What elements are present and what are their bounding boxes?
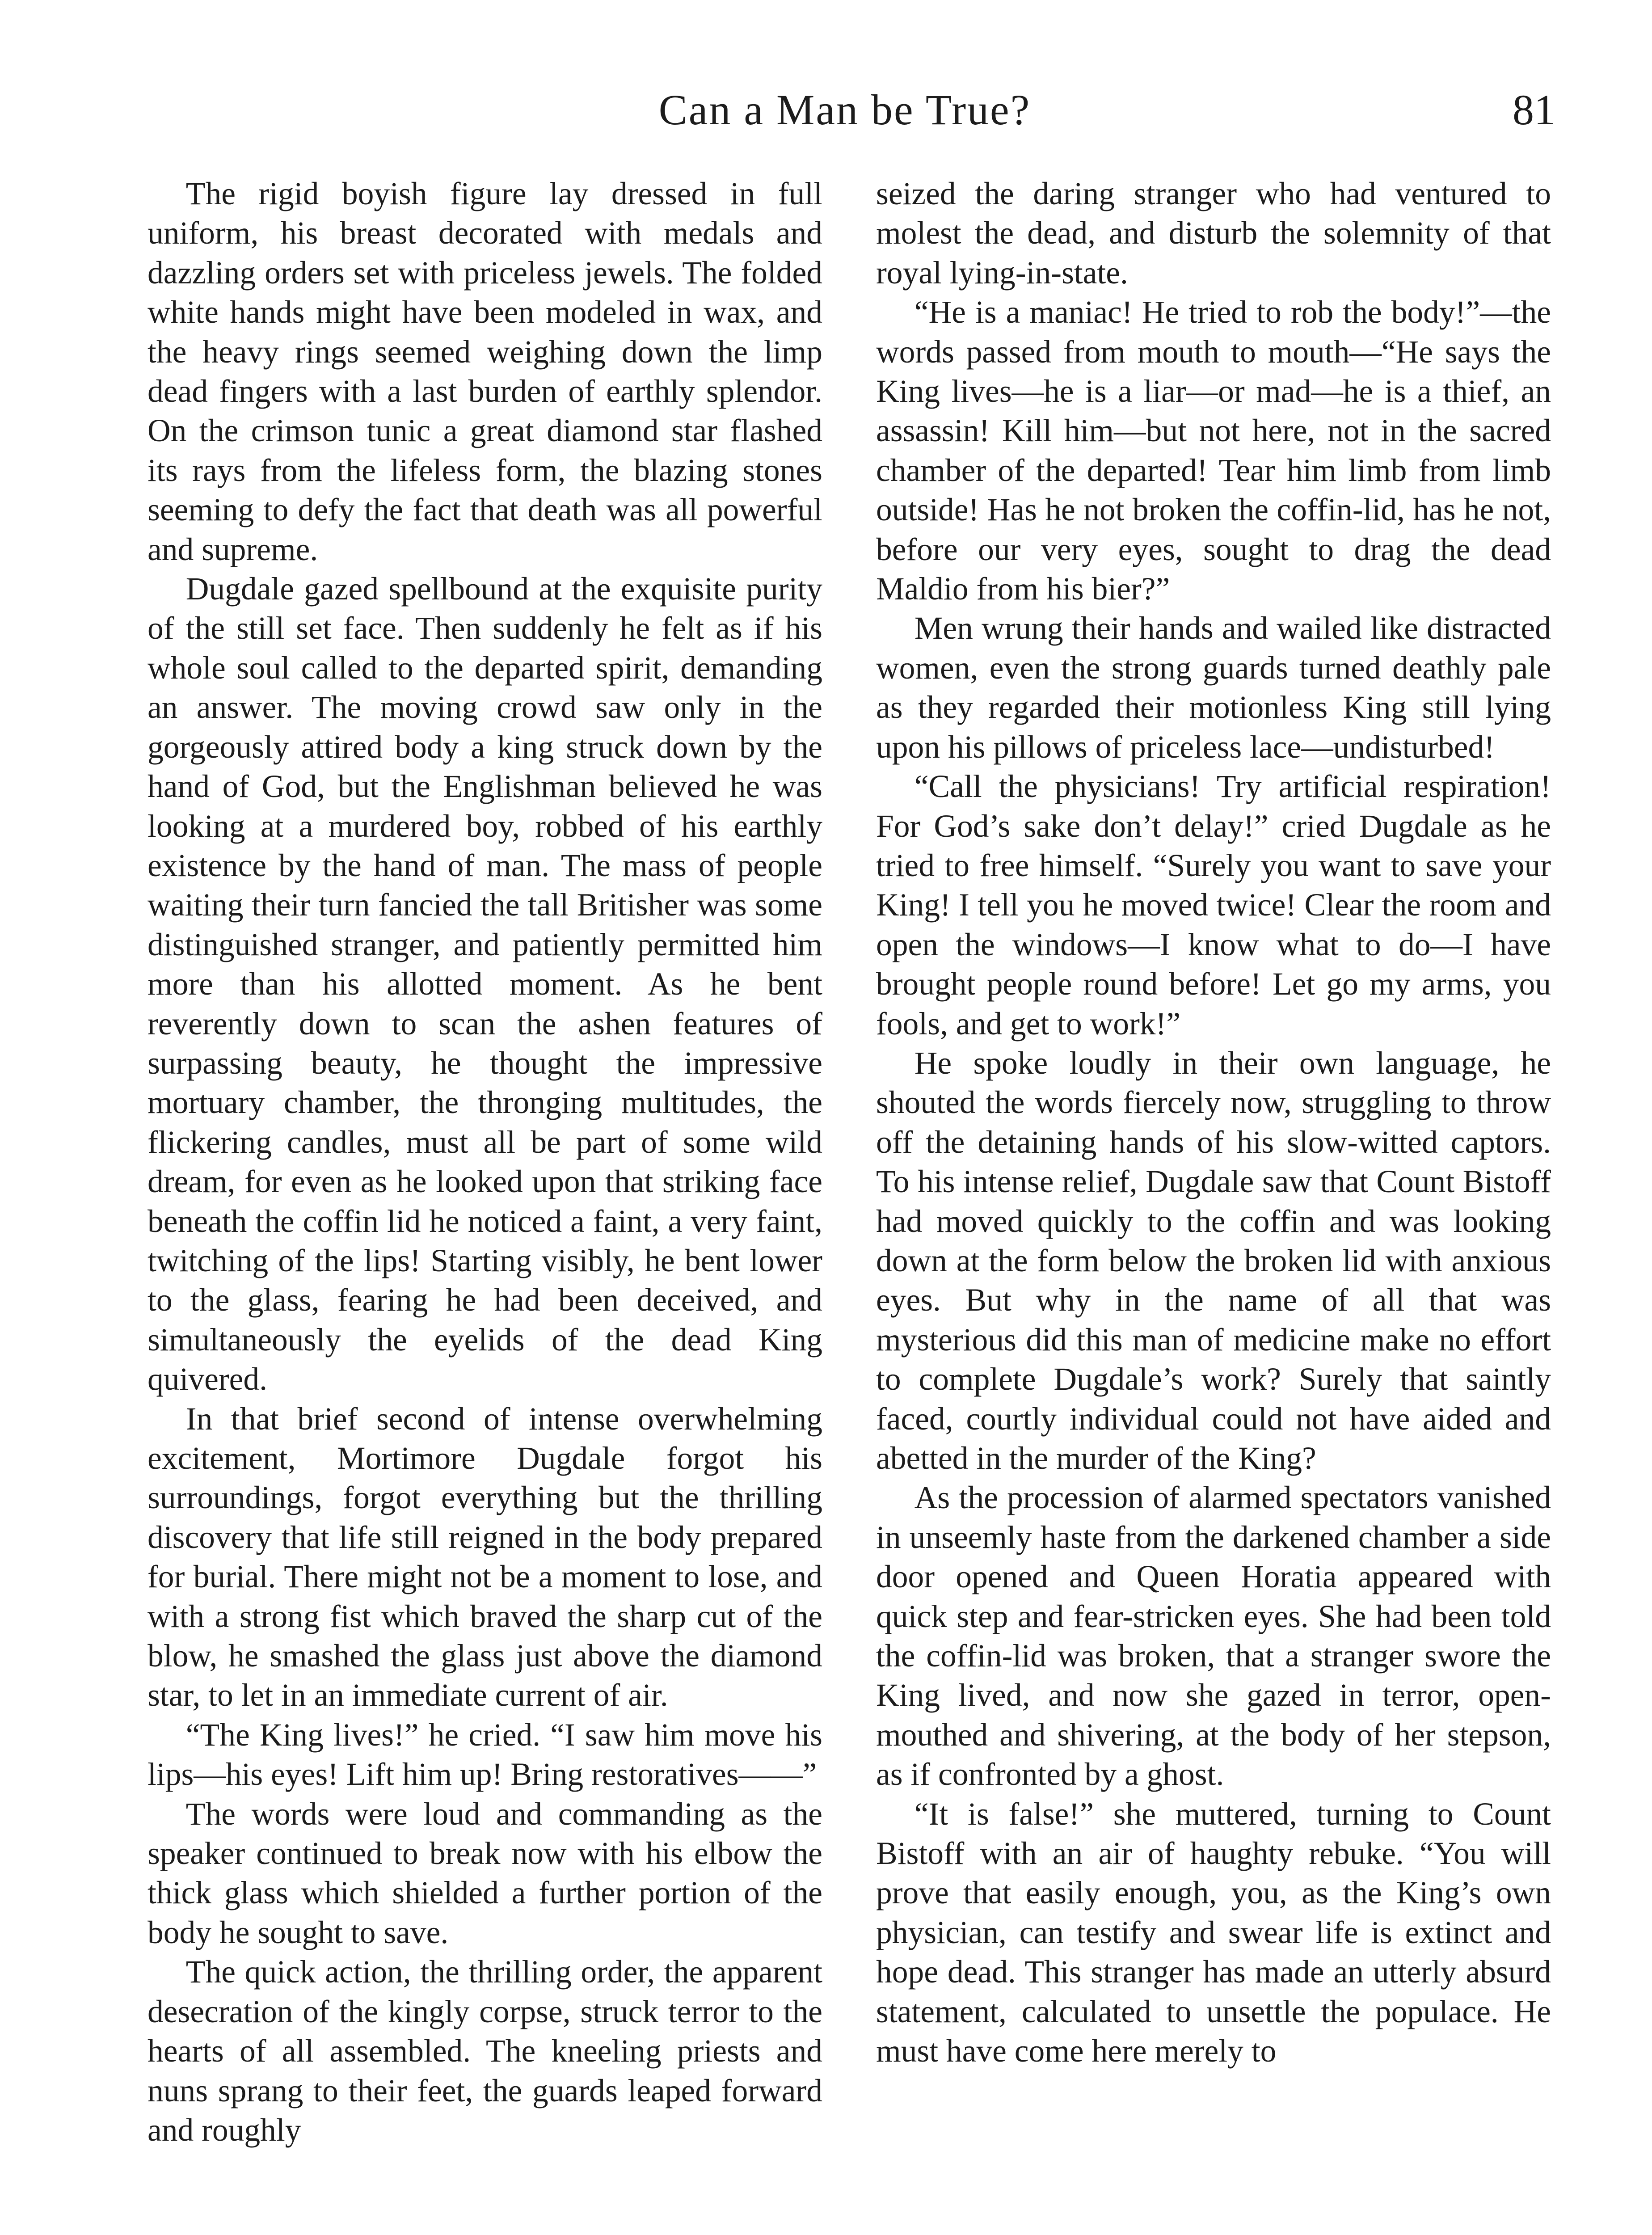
running-title: Can a Man be True? bbox=[658, 86, 1031, 134]
paragraph: The rigid boyish figure lay dressed in full uniform, his breast decorated with medals and dazzling orders set with priceless jewels. The folded white hands might have been modeled in wax, and the heavy rings seemed weighing down the limp dead fingers with a last burden of earthly splendor. On the crimson tunic a great diamond star flashed its rays from the lifeless form, the blazing stones seeming to defy the fact that death was all powerful and supreme. bbox=[148, 176, 822, 567]
page-header bbox=[134, 76, 1555, 134]
paragraph: Men wrung their hands and wailed like distracted women, even the strong guards turned deathly pale as they regarded their motionless King still lying upon his pillows of priceless lace—undisturbed! bbox=[876, 611, 1551, 765]
left-column bbox=[148, 174, 822, 2150]
page-number: 81 bbox=[1513, 86, 1555, 134]
paragraph: In that brief second of intense overwhelming excitement, Mortimore Dugdale forgot his surroundings, forgot everything but the thrilling discovery that life still reigned in the body prepared for burial. There might not be a moment to lose, and with a strong fist which braved the sharp cut of the blow, he smashed the glass just above the diamond star, to let in an immediate current of air. bbox=[148, 1401, 822, 1713]
paragraph: “He is a maniac! He tried to rob the body!”—the words passed from mouth to mouth—“He says the King lives—he is a liar—or mad—he is a thief, an assassin! Kill him—but not here, not in the sacred chamber of the departed! Tear him limb from limb outside! Has he not broken the coffin-lid, has he not, before our very eyes, sought to drag the dead Maldio from his bier?” bbox=[876, 295, 1551, 607]
paragraph-continuation: seized the daring stranger who had ventured to molest the dead, and disturb the solemnity of that royal lying-in-state. bbox=[876, 176, 1551, 291]
right-column bbox=[876, 174, 1551, 2071]
paragraph: “It is false!” she muttered, turning to Count Bistoff with an air of haughty rebuke. “You will prove that easily enough, you, as the King’s own physician, can testify and swear life is extinct and hope dead. This stranger has made an utterly absurd statement, calculated to unsettle the populace. He must have come here merely to bbox=[876, 1796, 1551, 2069]
paragraph: “Call the physicians! Try artificial respiration! For God’s sake don’t delay!” cried Dugdale as he tried to free himself. “Surely you want to save your King! I tell you he moved twice! Clear the room and open the windows—I know what to do—I have brought people round before! Let go my arms, you fools, and get to work!” bbox=[876, 769, 1551, 1042]
paragraph: Dugdale gazed spellbound at the exquisite purity of the still set face. Then suddenly he felt as if his whole soul called to the departed spirit, demanding an answer. The moving crowd saw only in the gorgeously attired body a king struck down by the hand of God, but the Englishman believed he was looking at a murdered boy, robbed of his earthly existence by the hand of man. The mass of people waiting their turn fancied the tall Britisher was some distinguished stranger, and patiently permitted him more than his allotted moment. As he bent reverently down to scan the ashen features of surpassing beauty, he thought the impressive mortuary chamber, the thronging multitudes, the flickering candles, must all be part of some wild dream, for even as he looked upon that striking face beneath the coffin lid he noticed a faint, a very faint, twitching of the lips! Starting visibly, he bent lower to the glass, fearing he had been deceived, and simultaneously the eyelids of the dead King quivered. bbox=[148, 571, 822, 1397]
paragraph: “The King lives!” he cried. “I saw him move his lips—his eyes! Lift him up! Bring restoratives——” bbox=[148, 1717, 822, 1792]
paragraph: The words were loud and commanding as the speaker continued to break now with his elbow the thick glass which shielded a further portion of the body he sought to save. bbox=[148, 1796, 822, 1950]
paragraph: As the procession of alarmed spectators vanished in unseemly haste from the darkened chamber a side door opened and Queen Horatia appeared with quick step and fear-stricken eyes. She had been told the coffin-lid was broken, that a stranger swore the King lived, and now she gazed in terror, open-mouthed and shivering, at the body of her stepson, as if confronted by a ghost. bbox=[876, 1480, 1551, 1792]
paragraph: He spoke loudly in their own language, he shouted the words fiercely now, struggling to throw off the detaining hands of his slow-witted captors. To his intense relief, Dugdale saw that Count Bistoff had moved quickly to the coffin and was looking down at the form below the broken lid with anxious eyes. But why in the name of all that was mysterious did this man of medicine make no effort to complete Dugdale’s work? Surely that saintly faced, courtly individual could not have aided and abetted in the murder of the King? bbox=[876, 1045, 1551, 1476]
paragraph: The quick action, the thrilling order, the apparent desecration of the kingly corpse, struck terror to the hearts of all assembled. The kneeling priests and nuns sprang to their feet, the guards leaped forward and roughly bbox=[148, 1954, 822, 2148]
